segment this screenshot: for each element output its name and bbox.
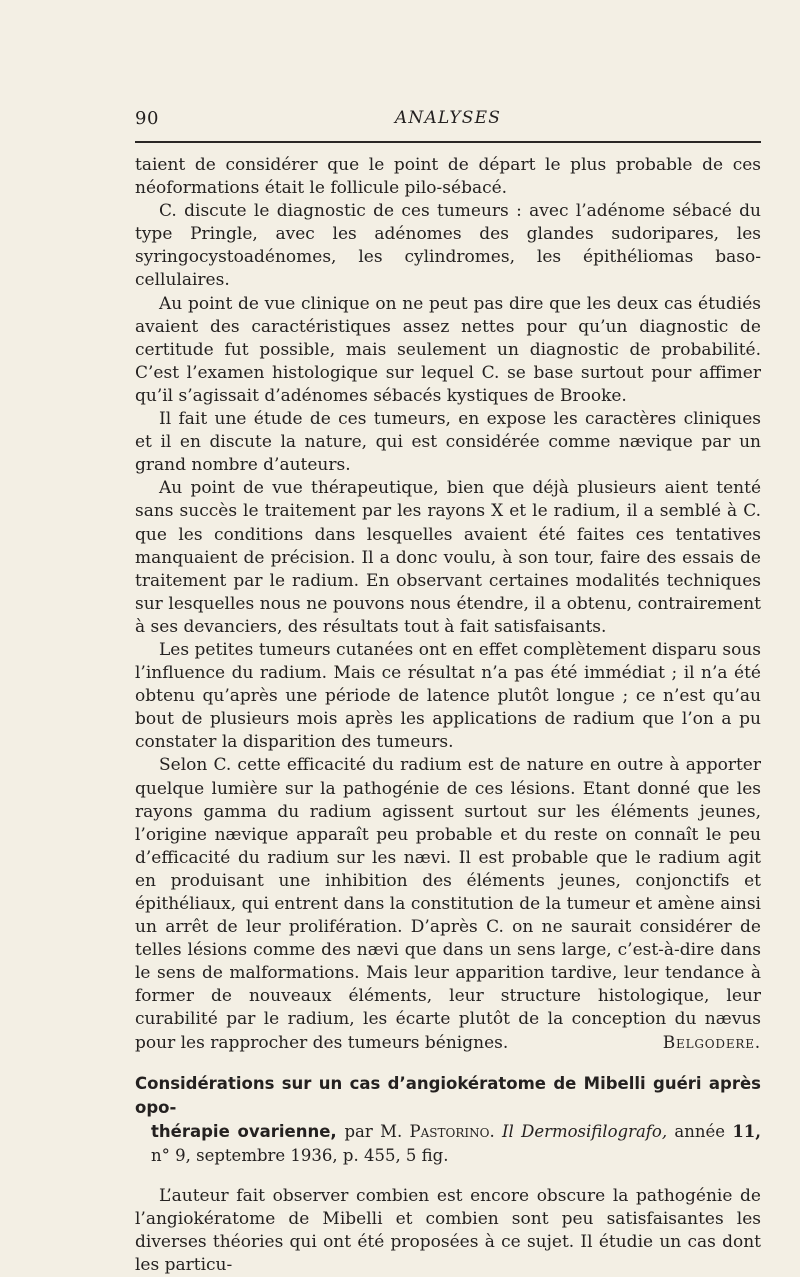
citation-issue: n° 9, [151,1145,191,1165]
paragraph-study: Il fait une étude de ces tumeurs, en expose les caractères cliniques et il en discute la nature, qui est considérée comme nævique par un grand nombre d’auteurs. [135,409,761,476]
article-title-line1: Considérations sur un cas d’angiokératome de Mibelli guéri après opo- [135,1073,761,1117]
article-title-line2: thérapie ovarienne, [151,1121,337,1141]
citation-by: par M. [344,1121,403,1141]
citation-year-value: 11, [732,1121,762,1141]
header-rule [135,141,761,143]
paragraph-therapy: Au point de vue thérapeutique, bien que déjà plusieurs aient tenté sans succès le traitement par les rayons X et le radium, il a semblé à C. que les conditions dans lesquelles avaient été faites ces tentatives manquaient de précision. Il a donc voulu, à son tour, faire des essais de traitement par le radium. En observant certaines modalités techniques sur lesquelles nous ne pouvons nous étendre, il a obtenu, contrairement à ses devanciers, des résultats tout à fait satisfaisants. [135,478,761,637]
citation-author: Pastorino. [409,1121,495,1141]
paragraph-diagnosis: C. discute le diagnostic de ces tumeurs : avec l’adénome sébacé du type Pringle, avec les adénomes des glandes sudoripares, les syringocystoadénomes, les cylindromes, les épithéliomas baso-cellulaires. [135,201,761,291]
page-header [135,108,761,136]
paragraph-clinical: Au point de vue clinique on ne peut pas dire que les deux cas étudiés avaient des caractéristiques assez nettes pour qu’un diagnostic de certitude fut possible, mais seulement un diagnostic de probabilité. C’est l’examen histologique sur lequel C. se base surtout pour affimer qu’il s’agissait d’adénomes sébacés kystiques de Brooke. [135,293,761,406]
page-body [135,154,761,1277]
page-number: 90 [135,108,159,129]
review-signature: Belgodere. [662,1032,761,1053]
paragraph-continued: taient de considérer que le point de départ le plus probable de ces néoformations était le follicule pilo-sébacé. [135,155,761,199]
paragraph-pathogenesis: Selon C. cette efficacité du radium est de nature en outre à apporter quelque lumière sur la pathogénie de ces lésions. Etant donné que les rayons gamma du radium agissent surtout sur les éléments jeunes, l’origine nævique apparaît peu probable et du reste on connaît le peu d’efficacité du radium sur les nævi. Il est probable que le radium agit en produisant une inhibition des éléments jeunes, conjonctifs et épithéliaux, qui entrent dans la constitution de la tumeur et amène ainsi un arrêt de leur prolifération. D’après C. on ne saurait considérer de telles lésions comme des nævi que dans un sens large, c’est-à-dire dans le sens de malformations. Mais leur apparition tardive, leur tendance à former de nouveaux éléments, leur structure histologique, leur curabilité par le radium, les écarte plutôt de la conception du nævus pour les rapprocher des tumeurs bénignes. [135,755,761,1053]
citation-date-pages: septembre 1936, p. 455, 5 fig. [196,1145,449,1165]
article-title-line2-and-citation [135,1120,761,1168]
paragraph-next-article: L’auteur fait observer combien est encore obscure la pathogénie de l’angiokératome de Mibelli et combien sont peu satisfaisantes les diverses théories qui ont été proposées à ce sujet. Il étudie un cas dont les particu- [135,1185,761,1275]
article-heading [135,1072,761,1168]
running-head: ANALYSES [394,108,502,128]
paragraph-results: Les petites tumeurs cutanées ont en effet complètement disparu sous l’influence du radium. Mais ce résultat n’a pas été immédiat ; il n’a été obtenu qu’après une période de latence plutôt longue ; ce n’est qu’au bout de plusieurs mois après les applications de radium que l’on a pu constater la disparition des tumeurs. [135,639,761,753]
citation-year-label: année [674,1121,726,1141]
citation-journal: Il Dermosifilografo, [502,1121,668,1141]
